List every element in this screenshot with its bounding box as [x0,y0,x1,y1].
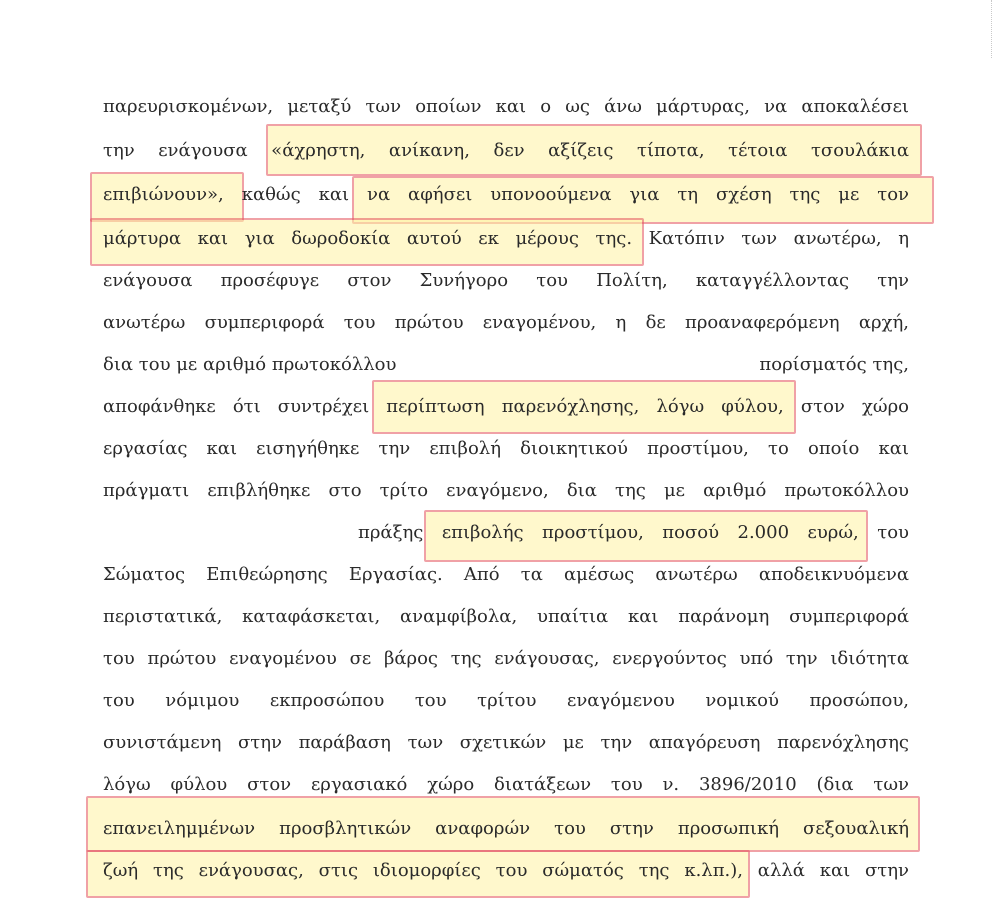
text-line-7 [103,350,909,380]
text-line-4: μάρτυρα και για δωροδοκία αυτού εκ μέρους της. Κατόπιν των ανωτέρω, η [103,228,909,249]
text-line-7-right: πορίσματός της, [759,354,909,375]
text-line-8: αποφάνθηκε ότι συντρέχει περίπτωση παρενόχλησης, λόγω φύλου, στον χώρο [103,396,909,417]
text-line-18: επανειλημμένων προσβλητικών αναφορών του στην προσωπική σεξουαλική [103,818,909,839]
text-line-9: εργασίας και εισηγήθηκε την επιβολή διοικητικού προστίμου, το οποίο και [103,438,909,459]
text-line-13: περιστατικά, καταφάσκεται, αναμφίβολα, υπαίτια και παράνομη συμπεριφορά [103,606,909,627]
text-line-19: ζωή της ενάγουσας, στις ιδιομορφίες του σώματός της κ.λπ.), αλλά και στην [103,860,909,881]
text-line-10: πράγματι επιβλήθηκε στο τρίτο εναγόμενο, δια της με αριθμό πρωτοκόλλου [103,480,909,501]
text-line-14: του πρώτου εναγομένου σε βάρος της ενάγουσας, ενεργούντος υπό την ιδιότητα [103,648,909,669]
text-line-5: ενάγουσα προσέφυγε στον Συνήγορο του Πολίτη, καταγγέλλοντας την [103,270,909,291]
text-line-17: λόγω φύλου στον εργασιακό χώρο διατάξεων του ν. 3896/2010 (δια των [103,774,909,795]
scan-edge-mark [991,0,998,58]
text-line-2: την ενάγουσα «άχρηστη, ανίκανη, δεν αξίζεις τίποτα, τέτοια τσουλάκια [103,140,909,161]
text-line-16: συνιστάμενη στην παράβαση των σχετικών με την απαγόρευση παρενόχλησης [103,732,909,753]
text-line-7-left: δια του με αριθμό πρωτοκόλλου [103,354,397,375]
text-line-6: ανωτέρω συμπεριφορά του πρώτου εναγομένου, η δε προαναφερόμενη αρχή, [103,312,909,333]
text-line-11: πράξης επιβολής προστίμου, ποσού 2.000 ευρώ, του [358,522,909,543]
redacted-protocol-number [488,350,668,372]
text-line-1: παρευρισκομένων, μεταξύ των οποίων και ο ως άνω μάρτυρας, να αποκαλέσει [103,96,909,117]
text-line-12: Σώματος Επιθεώρησης Εργασίας. Από τα αμέσως ανωτέρω αποδεικνυόμενα [103,564,909,585]
text-line-15: του νόμιμου εκπροσώπου του τρίτου εναγόμενου νομικού προσώπου, [103,690,909,711]
text-line-3: επιβιώνουν», καθώς και να αφήσει υπονοούμενα για τη σχέση της με τον [103,184,909,205]
